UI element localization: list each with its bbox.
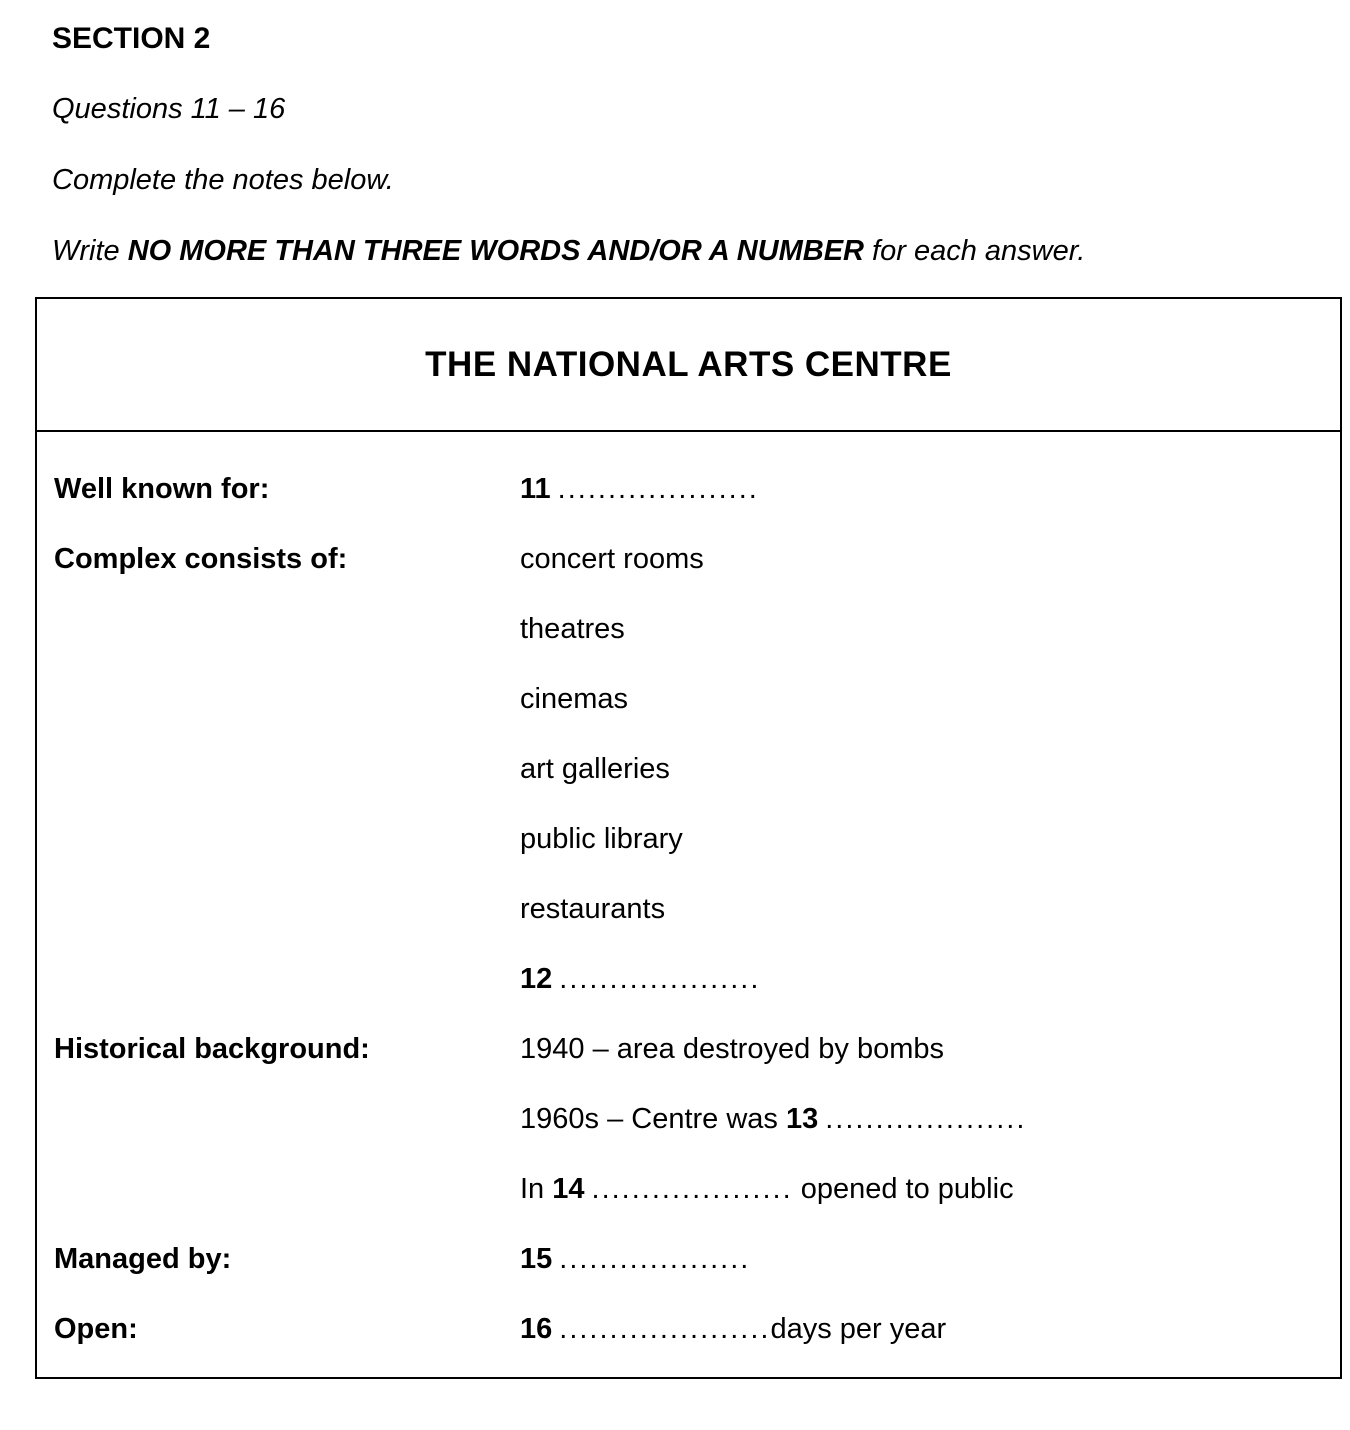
answer-pre-text: restaurants [520,893,666,925]
answer-pre-text: cinemas [520,683,628,715]
notes-box-title: THE NATIONAL ARTS CENTRE [37,299,1340,432]
answer-number: 13 [785,1103,819,1135]
questions-range: Questions 11 – 16 [52,93,286,125]
row-label: Managed by: [54,1243,232,1275]
notes-row [54,1294,1330,1364]
notes-row [54,524,1330,594]
answer-blank: .................... [825,1103,1027,1135]
notes-row [54,1014,1330,1084]
row-content [520,1102,1026,1136]
page-header [0,0,1350,268]
write-instruction-prefix: Write [52,235,128,267]
answer-pre-text: In [520,1173,553,1205]
notes-row [54,1224,1330,1294]
row-content [520,542,711,576]
answer-number: 14 [552,1173,585,1205]
answer-post-text: days per year [770,1313,947,1345]
notes-row [54,804,1330,874]
complete-notes-instruction: Complete the notes below. [52,164,394,196]
word-limit-instruction [52,234,1350,268]
answer-pre-text: public library [520,823,683,855]
row-content [520,1172,1014,1206]
answer-number: 16 [520,1313,553,1345]
notes-row [54,594,1330,664]
notes-row [54,1084,1330,1154]
row-content [520,612,632,646]
notes-row [54,734,1330,804]
notes-box [35,297,1342,1379]
notes-row [54,874,1330,944]
answer-number: 15 [520,1243,553,1275]
answer-blank: .................... [591,1173,793,1205]
row-content [520,1242,750,1276]
write-instruction-bold: NO MORE THAN THREE WORDS AND/OR A NUMBER [127,235,864,267]
row-content [520,892,672,926]
section-title: SECTION 2 [52,22,211,55]
answer-number: 11 [520,473,551,505]
answer-blank: ..................... [559,1313,771,1345]
answer-pre-text: 1940 – area destroyed by bombs [520,1033,944,1065]
row-content [520,822,690,856]
row-content [520,752,677,786]
row-content [520,1312,946,1346]
answer-blank: .................... [559,963,761,995]
notes-row [54,1154,1330,1224]
answer-post-text: opened to public [792,1173,1014,1205]
notes-row [54,664,1330,734]
answer-pre-text: 1960s – Centre was [520,1103,786,1135]
row-label: Well known for: [54,473,270,505]
answer-blank: ................... [559,1243,751,1275]
notes-rows [37,432,1340,1377]
row-content [520,962,760,996]
answer-pre-text: theatres [520,613,625,645]
answer-pre-text: concert rooms [520,543,704,575]
row-content [520,682,635,716]
row-content [520,472,759,506]
row-label: Open: [54,1313,138,1345]
write-instruction-suffix: for each answer. [863,235,1086,267]
row-label: Complex consists of: [54,543,348,575]
answer-blank: .................... [557,473,759,505]
answer-number: 12 [520,963,553,995]
row-label: Historical background: [54,1033,370,1065]
notes-row [54,944,1330,1014]
answer-pre-text: art galleries [520,753,670,785]
notes-row [54,454,1330,524]
row-content [520,1032,951,1066]
